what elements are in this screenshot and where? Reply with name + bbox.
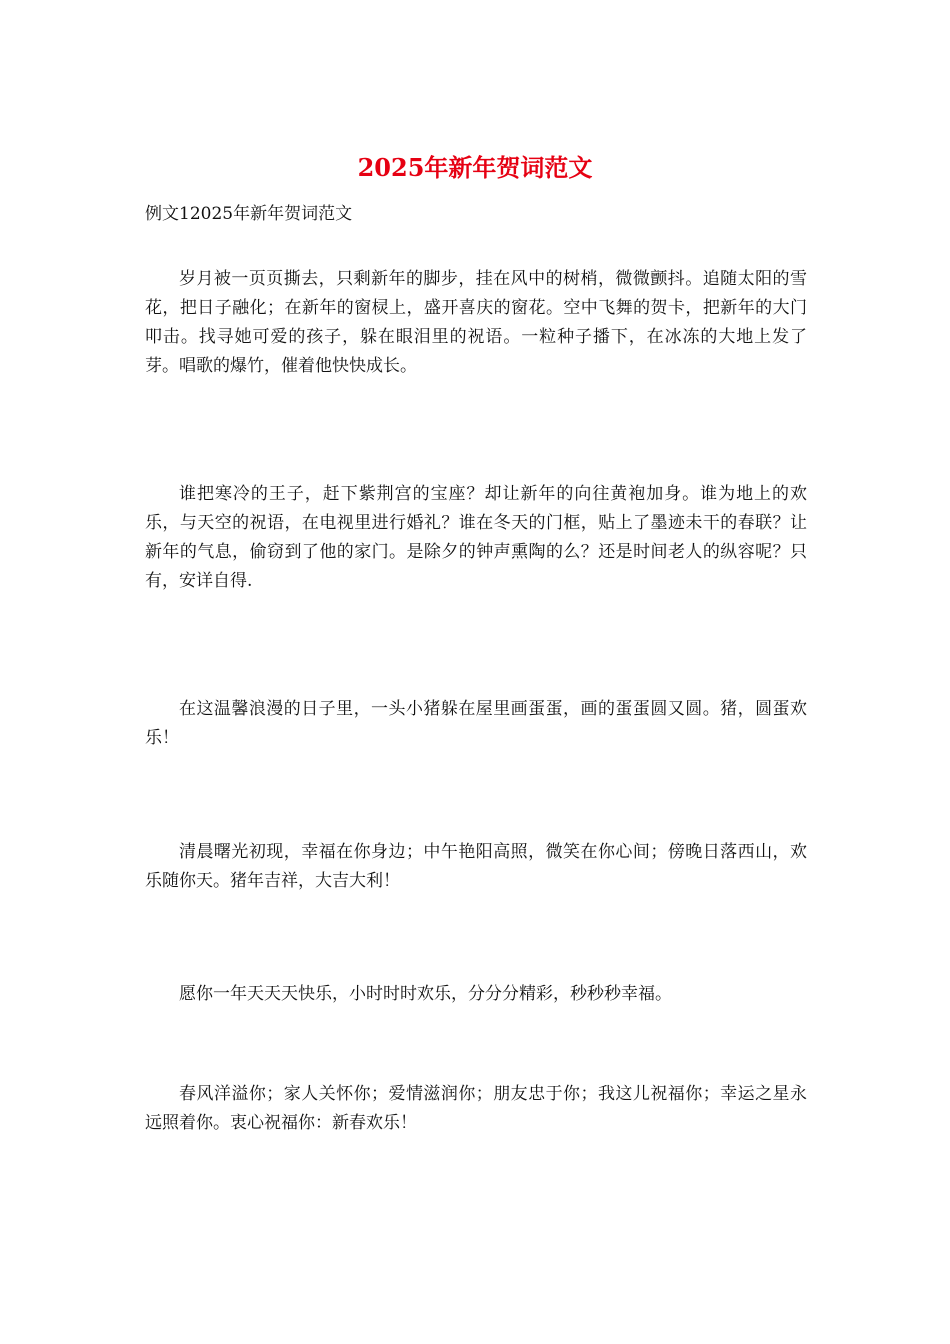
paragraph-5: 愿你一年天天天快乐，小时时时欢乐，分分分精彩，秒秒秒幸福。 xyxy=(179,984,672,1004)
document-subtitle: 例文12025年新年贺词范文 xyxy=(145,204,353,224)
paragraph-6: 春风洋溢你；家人关怀你；爱情滋润你；朋友忠于你；我这儿祝福你；幸运之星永远照着你。衷心祝福你：新春欢乐！ xyxy=(145,1084,807,1133)
paragraph-4: 清晨曙光初现，幸福在你身边；中午艳阳高照，微笑在你心间；傍晚日落西山，欢乐随你天。猪年吉祥，大吉大利！ xyxy=(145,842,807,891)
document-title: 2025年新年贺词范文 xyxy=(357,153,593,182)
paragraph-2: 谁把寒冷的王子，赶下紫荆宫的宝座？却让新年的向往黄袍加身。谁为地上的欢乐，与天空的祝语，在电视里进行婚礼？谁在冬天的门框，贴上了墨迹未干的春联？让新年的气息，偷窃到了他的家门。是除夕的钟声熏陶的么？还是时间老人的纵容呢？只有，安详自得. xyxy=(145,484,807,591)
paragraph-1: 岁月被一页页撕去，只剩新年的脚步，挂在风中的树梢，微微颤抖。追随太阳的雪花，把日子融化；在新年的窗棂上，盛开喜庆的窗花。空中飞舞的贺卡，把新年的大门叩击。找寻她可爱的孩子，躲在眼泪里的祝语。一粒种子播下，在冰冻的大地上发了芽。唱歌的爆竹，催着他快快成长。 xyxy=(145,269,807,376)
paragraph-3: 在这温馨浪漫的日子里，一头小猪躲在屋里画蛋蛋，画的蛋蛋圆又圆。猪，圆蛋欢乐！ xyxy=(145,699,807,748)
